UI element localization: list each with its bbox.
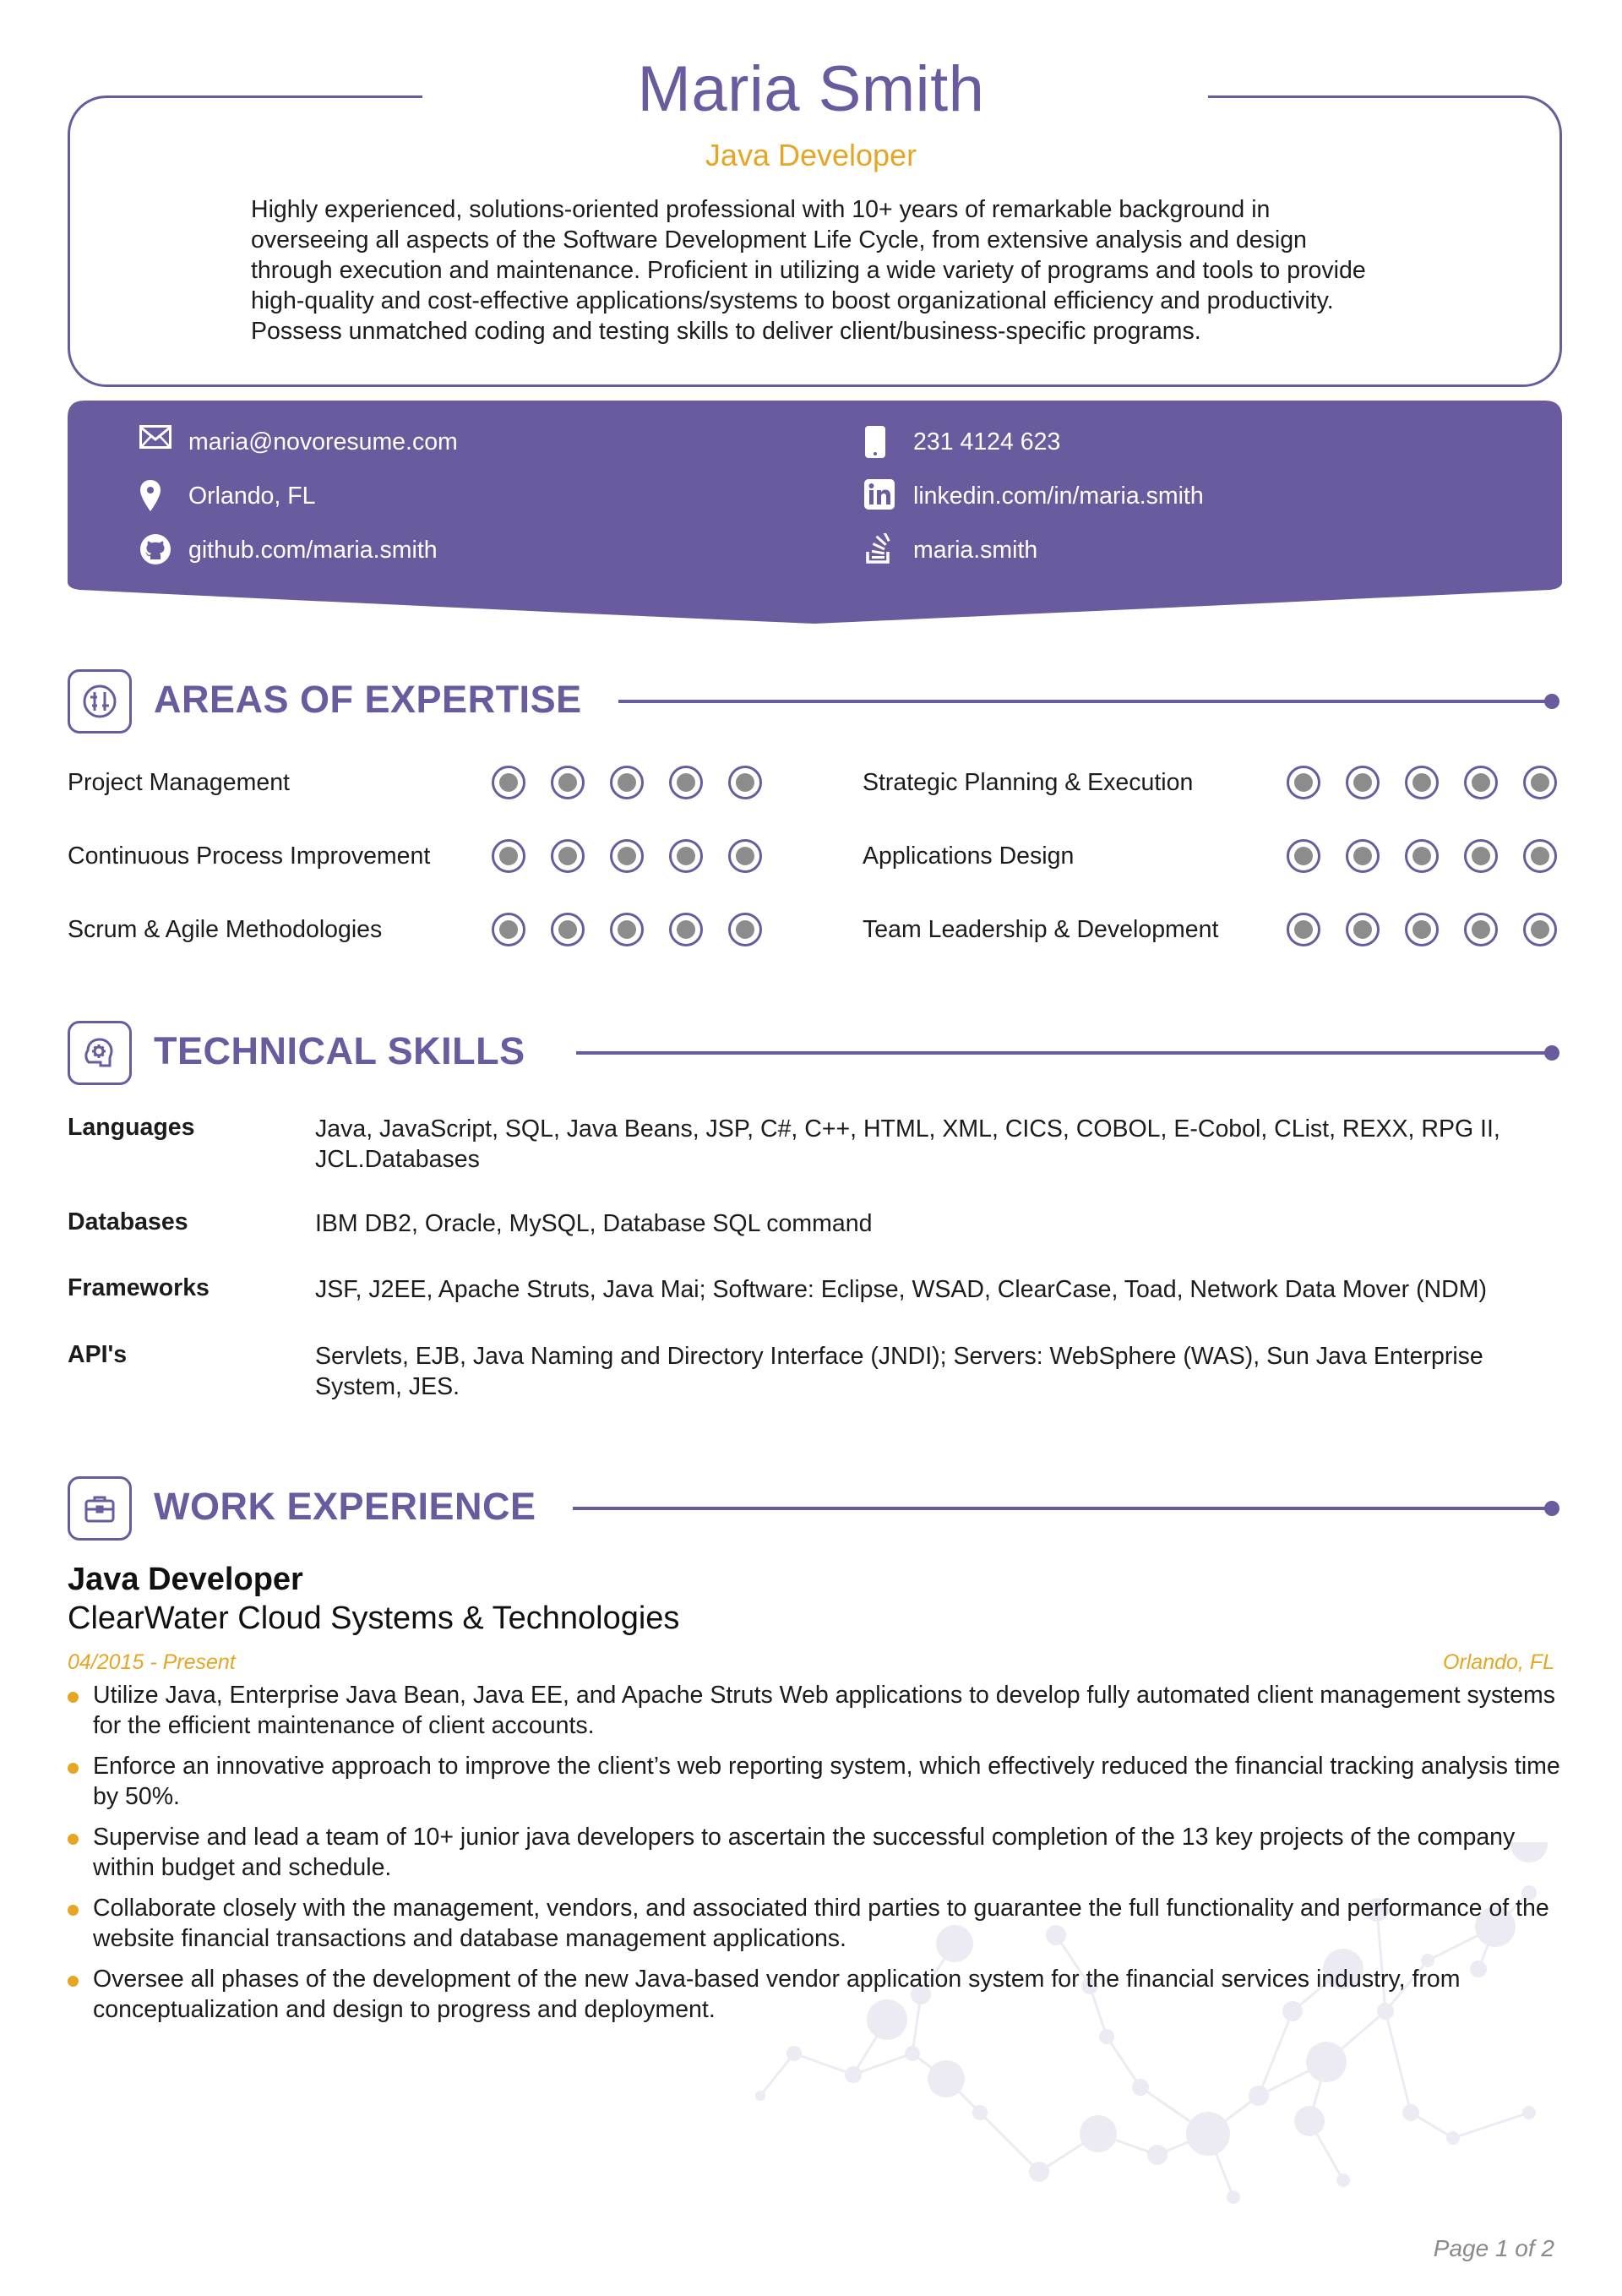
- contact-github[interactable]: [139, 533, 438, 567]
- experience-rule: [573, 1507, 1556, 1510]
- rating-dot: [1346, 766, 1380, 799]
- tech-label: Databases: [68, 1208, 188, 1235]
- expertise-item: [863, 913, 1572, 950]
- company-name: ClearWater Cloud Systems & Technologies: [68, 1601, 680, 1636]
- contact-linkedin[interactable]: [864, 479, 1204, 513]
- contact-email[interactable]: [139, 425, 458, 459]
- envelope-icon: [139, 425, 173, 459]
- rating-dot: [492, 766, 525, 799]
- rating-dot: [669, 913, 703, 946]
- experience-title: WORK EXPERIENCE: [154, 1485, 536, 1528]
- rating-dot: [610, 766, 644, 799]
- rating-dot: [1464, 913, 1498, 946]
- job-bullet: Collaborate closely with the management, vendors, and associated third parties to guarantee the full functionality and performance of the website financial transactions and database management applications.: [68, 1893, 1563, 1954]
- expertise-name: Applications Design: [863, 843, 1075, 870]
- rating-dot: [492, 839, 525, 873]
- job-dates: 04/2015 - Present: [68, 1650, 236, 1674]
- rating-dot: [1464, 766, 1498, 799]
- rating-dot: [1405, 766, 1439, 799]
- rating-dot: [728, 839, 762, 873]
- job-bullet: Supervise and lead a team of 10+ junior java developers to ascertain the successful completion of the 13 key projects of the company within budget and schedule.: [68, 1822, 1563, 1883]
- rating-dot: [1287, 839, 1320, 873]
- summary-text: Highly experienced, solutions-oriented professional with 10+ years of remarkable background in overseeing all aspects of the Software Development Life Cycle, from extensive analysis and design through execution and maintenance. Proficient in utilizing a wide variety of programs and tools to provide high-quality and cost-effective applications/systems to boost organizational efficiency and productivity. Possess unmatched coding and testing skills to deliver client/business-specific programs.: [251, 196, 1366, 345]
- job-bullet: Enforce an innovative approach to improve the client’s web reporting system, which effectively reduced the financial tracking analysis time by 50%.: [68, 1751, 1563, 1812]
- briefcase-icon: [68, 1476, 132, 1541]
- rating-dot: [1523, 766, 1557, 799]
- rating-dot: [610, 913, 644, 946]
- location-text: Orlando, FL: [188, 482, 316, 510]
- github-text: github.com/maria.smith: [188, 536, 438, 564]
- job-bullet: Oversee all phases of the development of the new Java-based vendor application system for the financial services industry, from conceptualization and design to progress and deployment.: [68, 1964, 1563, 2025]
- rating-dot: [492, 913, 525, 946]
- stackoverflow-text: maria.smith: [913, 536, 1038, 564]
- email-text: maria@novoresume.com: [188, 428, 458, 455]
- rating-dot: [1346, 913, 1380, 946]
- expertise-rule: [618, 700, 1556, 703]
- expertise-name: Continuous Process Improvement: [68, 843, 431, 870]
- expertise-name: Strategic Planning & Execution: [863, 769, 1194, 796]
- rating-dot: [1523, 913, 1557, 946]
- contact-stackoverflow[interactable]: [864, 533, 1037, 567]
- expertise-name: Project Management: [68, 769, 290, 796]
- page-number: Page 1 of 2: [1433, 2235, 1554, 2261]
- skill-rating: [1287, 913, 1582, 946]
- rating-dot: [728, 913, 762, 946]
- rating-dot: [551, 766, 585, 799]
- rating-dot: [669, 839, 703, 873]
- github-icon: [139, 533, 173, 567]
- expertise-name: Team Leadership & Development: [863, 916, 1219, 943]
- expertise-item: [68, 913, 777, 950]
- technical-rule: [576, 1051, 1556, 1055]
- expertise-title: AREAS OF EXPERTISE: [154, 678, 582, 721]
- rating-dot: [551, 913, 585, 946]
- skill-rating: [1287, 766, 1582, 799]
- expertise-item: [863, 839, 1572, 876]
- contact-phone[interactable]: [864, 425, 1060, 459]
- tech-value: Servlets, EJB, Java Naming and Directory Interface (JNDI); Servers: WebSphere (WAS), Sun Java Enterprise System, JES.: [315, 1343, 1483, 1400]
- rating-dot: [1346, 839, 1380, 873]
- job-bullet: Utilize Java, Enterprise Java Bean, Java EE, and Apache Struts Web applications to develop fully automated client management systems for the efficient maintenance of client accounts.: [68, 1680, 1563, 1741]
- expertise-item: [68, 839, 777, 876]
- candidate-name: Maria Smith: [637, 53, 985, 125]
- tech-value: JSF, J2EE, Apache Struts, Java Mai; Software: Eclipse, WSAD, ClearCase, Toad, Network Data Mover (NDM): [315, 1276, 1487, 1303]
- candidate-title: Java Developer: [705, 138, 917, 172]
- rating-dot: [1405, 839, 1439, 873]
- rating-dot: [1287, 913, 1320, 946]
- linkedin-icon: [864, 479, 898, 513]
- skill-rating: [1287, 839, 1582, 873]
- phone-text: 231 4124 623: [913, 428, 1061, 455]
- stackoverflow-icon: [864, 533, 898, 567]
- job-location: Orlando, FL: [1442, 1650, 1554, 1674]
- expertise-name: Scrum & Agile Methodologies: [68, 916, 383, 943]
- rating-dot: [1405, 913, 1439, 946]
- tech-value: Java, JavaScript, SQL, Java Beans, JSP, C#, C++, HTML, XML, CICS, COBOL, E-Cobol, CList, REXX, RPG II, JCL.Databases: [315, 1115, 1500, 1173]
- rating-dot: [610, 839, 644, 873]
- rating-dot: [1464, 839, 1498, 873]
- expertise-item: [68, 766, 777, 803]
- job-bullets: [68, 1680, 1563, 2035]
- tech-label: API's: [68, 1341, 128, 1368]
- expertise-heading: [68, 669, 1563, 734]
- experience-heading: [68, 1476, 1563, 1541]
- tech-value: IBM DB2, Oracle, MySQL, Database SQL command: [315, 1210, 873, 1237]
- rating-dot: [1287, 766, 1320, 799]
- tech-label: Frameworks: [68, 1274, 210, 1301]
- brain-gear-icon: [68, 1021, 132, 1085]
- skill-rating: [492, 839, 787, 873]
- rating-dot: [551, 839, 585, 873]
- tech-label: Languages: [68, 1114, 195, 1141]
- contact-location: [139, 479, 316, 513]
- skill-rating: [492, 913, 787, 946]
- expertise-item: [863, 766, 1572, 803]
- rating-dot: [728, 766, 762, 799]
- skill-rating: [492, 766, 787, 799]
- contact-band: [68, 401, 1562, 629]
- linkedin-text: linkedin.com/in/maria.smith: [913, 482, 1204, 510]
- technical-heading: [68, 1021, 1563, 1085]
- phone-icon: [864, 425, 898, 459]
- rating-dot: [1523, 839, 1557, 873]
- location-pin-icon: [139, 479, 173, 513]
- technical-title: TECHNICAL SKILLS: [154, 1029, 525, 1072]
- expertise-icon: [68, 669, 132, 734]
- rating-dot: [669, 766, 703, 799]
- job-title: Java Developer: [68, 1562, 303, 1597]
